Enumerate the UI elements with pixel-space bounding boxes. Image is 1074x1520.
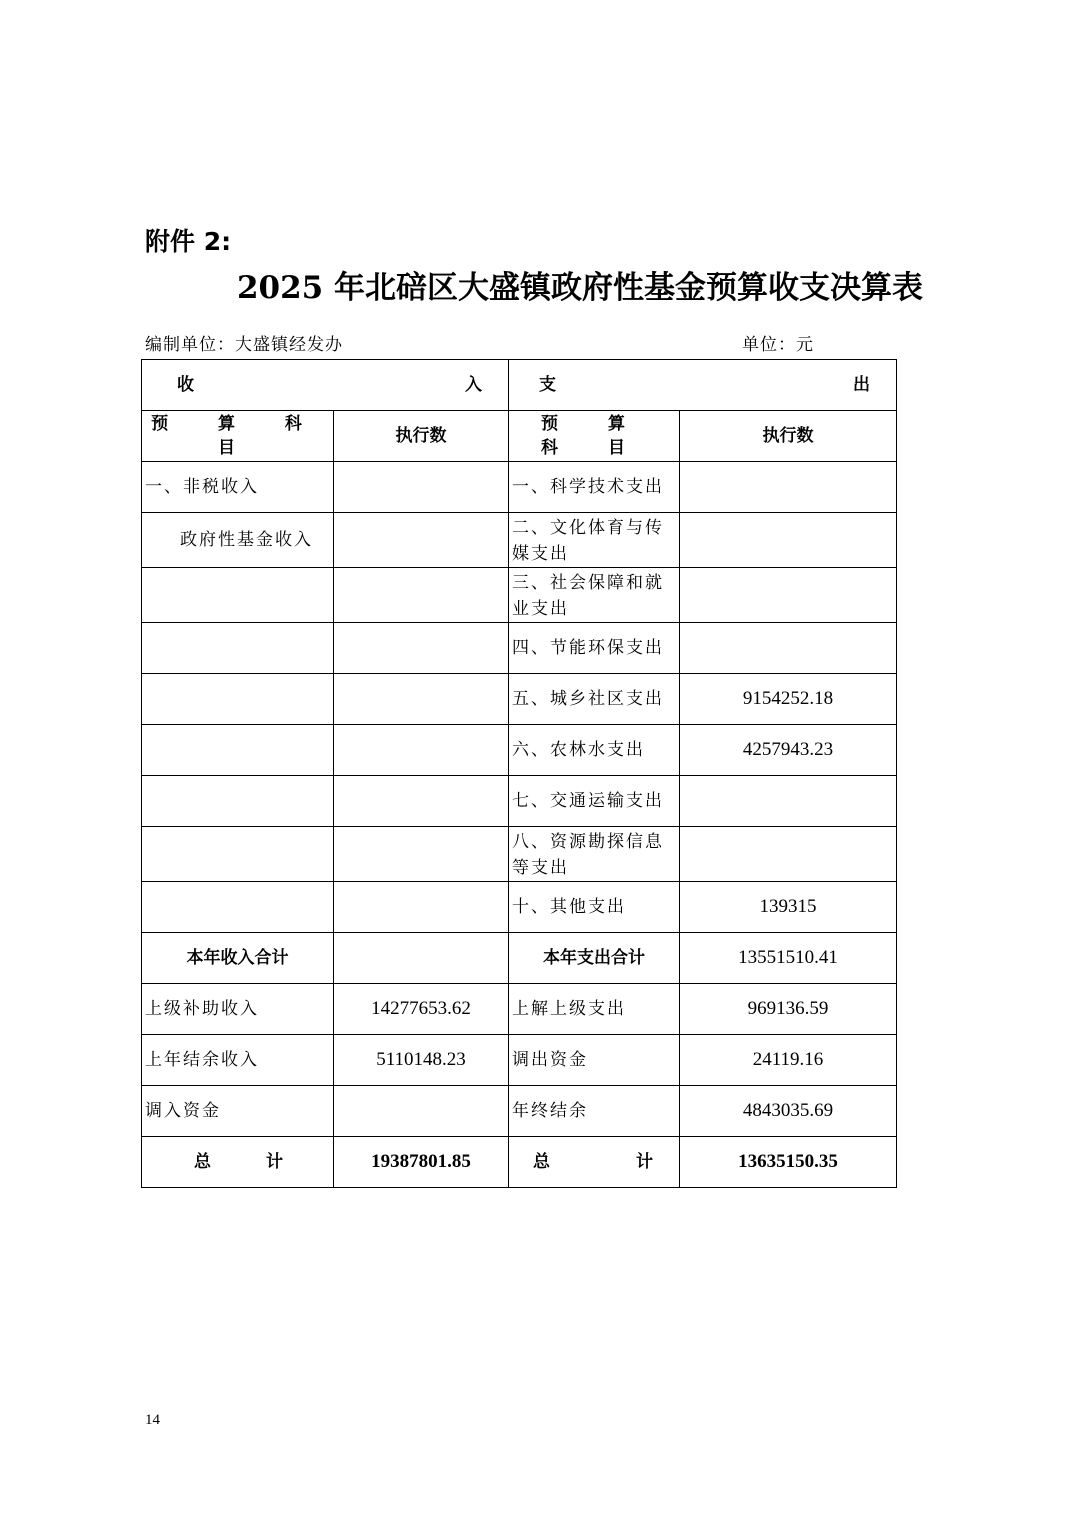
total-row (142, 1137, 897, 1188)
expense-header-char-1: 支 (539, 375, 556, 395)
expense-item-value: 9154252.18 (680, 674, 897, 725)
income-subtotal-label: 本年收入合计 (142, 933, 334, 984)
preparing-unit: 编制单位：大盛镇经发办 (145, 335, 343, 355)
expense-item-label: 二、文化体育与传媒支出 (509, 513, 680, 568)
table-row (142, 568, 897, 623)
expense-item-value: 24119.16 (680, 1035, 897, 1086)
expense-item-value: 139315 (680, 882, 897, 933)
income-item-value (334, 776, 509, 827)
expense-section-header (509, 360, 897, 411)
income-item-label: 政府性基金收入 (142, 513, 334, 568)
expense-subject-header: 预 算 科 目 (509, 411, 680, 462)
table-row (142, 1035, 897, 1086)
expense-item-value: 969136.59 (680, 984, 897, 1035)
table-row (142, 623, 897, 674)
section-header-row (142, 360, 897, 411)
expense-item-label: 七、交通运输支出 (509, 776, 680, 827)
income-section-header (142, 360, 509, 411)
income-item-value (334, 674, 509, 725)
expense-item-label: 年终结余 (509, 1086, 680, 1137)
income-item-label (142, 623, 334, 674)
page-title: 2025 年北碚区大盛镇政府性基金预算收支决算表 (236, 270, 924, 306)
table-row (142, 674, 897, 725)
expense-item-label: 十、其他支出 (509, 882, 680, 933)
expense-amount-header: 执行数 (680, 411, 897, 462)
table-row (142, 513, 897, 568)
income-item-value: 5110148.23 (334, 1035, 509, 1086)
expense-item-value (680, 776, 897, 827)
expense-item-label: 上解上级支出 (509, 984, 680, 1035)
page-number: 14 (145, 1412, 160, 1428)
expense-item-label: 三、社会保障和就业支出 (509, 568, 680, 623)
income-subject-header: 预 算 科 目 (142, 411, 334, 462)
income-item-label (142, 882, 334, 933)
income-item-value: 14277653.62 (334, 984, 509, 1035)
expense-item-value (680, 623, 897, 674)
expense-item-label: 八、资源勘探信息等支出 (509, 827, 680, 882)
income-item-label: 上级补助收入 (142, 984, 334, 1035)
income-total-char-2: 计 (266, 1152, 283, 1172)
expense-item-value (680, 513, 897, 568)
table-row (142, 827, 897, 882)
expense-item-label: 五、城乡社区支出 (509, 674, 680, 725)
expense-item-value: 4257943.23 (680, 725, 897, 776)
table-row (142, 725, 897, 776)
expense-total-char-1: 总 (533, 1152, 550, 1172)
income-item-label (142, 725, 334, 776)
income-item-value (334, 623, 509, 674)
table-row (142, 776, 897, 827)
income-item-label: 调入资金 (142, 1086, 334, 1137)
table-row (142, 882, 897, 933)
subtotal-row (142, 933, 897, 984)
budget-table (141, 359, 897, 1188)
income-header-char-1: 收 (177, 375, 194, 395)
income-item-label (142, 776, 334, 827)
income-item-label (142, 674, 334, 725)
expense-total-value: 13635150.35 (680, 1137, 897, 1188)
income-item-value (334, 462, 509, 513)
column-header-row (142, 411, 897, 462)
attachment-label: 附件 2: (145, 227, 232, 256)
income-item-value (334, 1086, 509, 1137)
income-item-value (334, 725, 509, 776)
expense-item-label: 六、农林水支出 (509, 725, 680, 776)
expense-item-label: 一、科学技术支出 (509, 462, 680, 513)
income-item-label: 一、非税收入 (142, 462, 334, 513)
expense-item-label: 四、节能环保支出 (509, 623, 680, 674)
expense-item-value (680, 568, 897, 623)
table-row (142, 1086, 897, 1137)
expense-header-char-2: 出 (853, 375, 870, 395)
expense-item-label: 调出资金 (509, 1035, 680, 1086)
income-total-value: 19387801.85 (334, 1137, 509, 1188)
income-item-value (334, 568, 509, 623)
income-item-label (142, 827, 334, 882)
expense-subtotal-value: 13551510.41 (680, 933, 897, 984)
table-row (142, 462, 897, 513)
income-header-char-2: 入 (465, 375, 482, 395)
income-subtotal-value (334, 933, 509, 984)
currency-unit: 单位：元 (742, 335, 814, 355)
income-total-label (142, 1137, 334, 1188)
income-item-label: 上年结余收入 (142, 1035, 334, 1086)
income-item-value (334, 827, 509, 882)
expense-item-value (680, 827, 897, 882)
income-total-char-1: 总 (194, 1152, 211, 1172)
income-amount-header: 执行数 (334, 411, 509, 462)
income-item-value (334, 882, 509, 933)
income-item-value (334, 513, 509, 568)
expense-total-label (509, 1137, 680, 1188)
expense-item-value: 4843035.69 (680, 1086, 897, 1137)
expense-total-char-2: 计 (636, 1152, 653, 1172)
table-row (142, 984, 897, 1035)
income-item-label (142, 568, 334, 623)
expense-subtotal-label: 本年支出合计 (509, 933, 680, 984)
expense-item-value (680, 462, 897, 513)
